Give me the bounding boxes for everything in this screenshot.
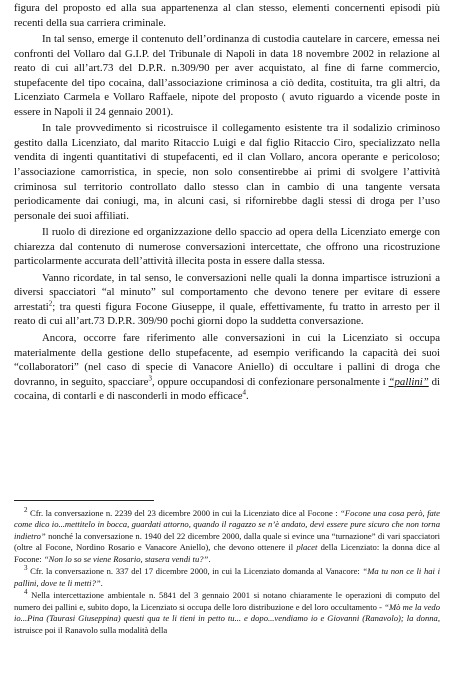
footnote-3 (14, 566, 440, 589)
footnote-2-number: 2 (24, 506, 28, 515)
footnote-2-quote-2: “Non lo so se viene Rosario, stasera vendi tu?” (43, 553, 209, 564)
paragraph-5 (14, 271, 440, 329)
footnotes (14, 508, 440, 637)
paragraph-5-text-a: Vanno ricordate, in tal senso, le conversazioni nelle quali la donna impartisce istruzioni a diversi spacciatori “al minuto” sul comportamento che devono tenere per evitare di essere arrestati (14, 271, 440, 313)
paragraph-6-text-a: Ancora, occorre fare riferimento alle conversazioni in cui la Licenziato si occupa materialmente della gestione dello stupefacente, ad esempio verificando la capacità dei suoi “collaboratori” (nel caso di specie di Vanacore Aniello) di occultare i pallini di droga che dovranno, in seguito, spacciare (14, 332, 440, 388)
footnote-4 (14, 590, 440, 636)
footnote-ref-4: 4 (242, 388, 247, 397)
footnote-4-text-b: istruisce poi il Ranavolo sulla modalità della (14, 624, 168, 635)
paragraph-6-text-c: di cocaina, di contarli e di nasconderli in modo efficace (14, 375, 440, 403)
footnote-3-text-b: . (100, 577, 103, 588)
footnote-3-number: 3 (24, 564, 28, 573)
paragraph-6-text-d: . (246, 390, 249, 403)
footnote-3-text-a: Cfr. la conversazione n. 337 del 17 dicembre 2000, in cui la Licenziato domanda al Vanacore: (27, 566, 363, 577)
main-text (14, 1, 440, 406)
footnote-separator (14, 500, 154, 501)
footnote-ref-2: 2 (48, 299, 53, 308)
footnote-4-number: 4 (24, 588, 28, 597)
footnote-2-text-a: Cfr. la conversazione n. 2239 del 23 dicembre 2000 in cui la Licenziato dice al Focone : (27, 508, 341, 518)
paragraph-6 (14, 331, 440, 404)
footnote-2-text-c: della Licenziato: la donna dice al Focone: (14, 542, 441, 564)
paragraph-6-text-b: , oppure occupandosi di confezionare personalmente i (151, 375, 389, 388)
footnote-2-quote-1: “Focone una cosa però, fate come dico io...mettitelo in bocca, guardati attorno, quando il ragazzo se n’è andato, devi essere pure sicuro che non torna indietro” (14, 508, 440, 541)
footnote-3-quote: “Ma tu non ce li hai i pallini, dove te li metti?” (14, 566, 440, 588)
footnote-2-text-b: nonché la conversazione n. 1940 del 22 dicembre 2000, dalla quale si evince una “turnazione” di vari spacciatori (oltre al Focone, Nordino Rosario e Vanacore Aniello), che devono ottenere il (14, 530, 440, 553)
footnote-ref-3: 3 (148, 374, 152, 383)
footnote-2-placet: placet (296, 542, 318, 553)
footnote-4-quote: “Mò me la vedo io...Pina (Taurasi Giuseppina) questi qua te li tieni in petto tu... e dopo...vendiamo io e Giovanni (Ranavolo); la donna, (14, 601, 441, 624)
paragraph-2: In tal senso, emerge il contenuto dell’ordinanza di custodia cautelare in carcere, emessa nei confronti del Vollaro dal G.I.P. del Tribunale di Napoli in data 18 novembre 2002 in relazione al reato di cui all’art.73 del D.P.R. n.309/90 per aver acquistato, al fine di farne commercio, stupefacente del tipo cocaina, dall’associazione criminosa a ciò dedita, costituita, tra gli altri, da Licenziato Carmela e Vollaro Raffaele, nipote del proposto ( avuto riguardo a vicende poste in essere in Napoli il 24 gennaio 2001). (14, 33, 440, 118)
paragraph-3: In tale provvedimento si ricostruisce il collegamento esistente tra il sodalizio criminoso gestito dalla Licenziato, dal marito Ritaccio Luigi e dal figlio Ritaccio Ciro, specializzato nella vendita di ingenti quantitativi di stupefacenti, ed il clan Vollaro, ancora operante e pericoloso; l’associazione camorristica, in specie, non solo consentirebbe ai primi di svolgere l’attività criminosa sul territorio controllato dallo stesso clan in cambio di una tangente versata periodicamente dai coniugi, ma, in alcuni casi, si rifornirebbe dagli stessi di droga per l’uso personale dei suoi affiliati. (14, 122, 440, 222)
footnote-4-text-a: Nella intercettazione ambientale n. 5841 del 3 gennaio 2001 si notano chiaramente le operazioni di computo del numero dei pallini e, subito dopo, la Licenziato si occupa delle loro distribuzione e del loro occultamento - (14, 590, 440, 612)
footnote-2 (14, 508, 440, 565)
paragraph-4: Il ruolo di direzione ed organizzazione dello spaccio ad opera della Licenziato emerge con chiarezza dal contenuto di numerose conversazioni intercettate, che offrono una ricostruzione particolarmente accurata dell’attività illecita posta in essere dalla stessa. (14, 226, 440, 268)
pallini-emphasis: “pallini” (388, 375, 429, 388)
paragraph-1: figura del proposto ed alla sua appartenenza al clan stesso, elementi concernenti episodi più recenti della sua carriera criminale. (14, 2, 440, 29)
paragraph-5-text-b: ; tra questi figura Focone Giuseppe, il quale, effettivamente, fu tratto in arresto per il reato di cui all’art.73 D.P.R. 309/90 pochi giorni dopo la suddetta conversazione. (14, 300, 440, 328)
footnote-2-text-d: . (208, 553, 211, 564)
